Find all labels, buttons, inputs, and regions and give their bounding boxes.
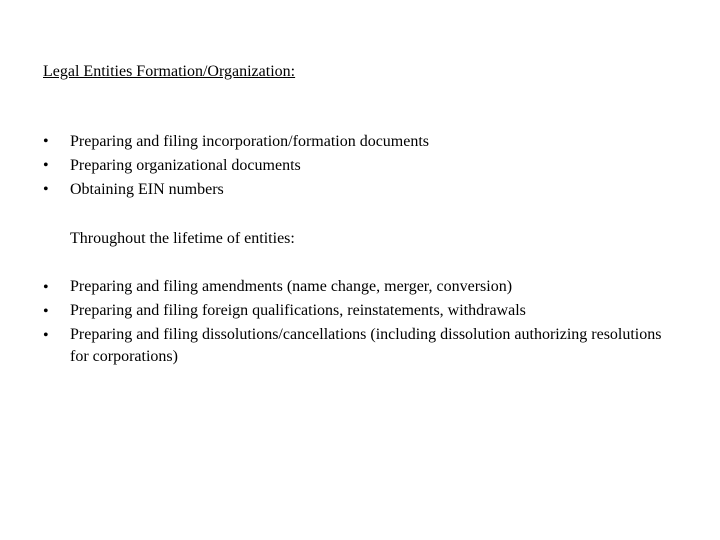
formation-list bbox=[43, 130, 683, 202]
bullet-icon: • bbox=[43, 133, 49, 150]
list-item-text: Obtaining EIN numbers bbox=[70, 181, 224, 198]
list-item-text: Preparing and filing amendments (name change, merger, conversion) bbox=[70, 278, 513, 295]
list-item bbox=[43, 130, 683, 154]
bullet-icon: • bbox=[43, 279, 49, 296]
list-item bbox=[43, 300, 683, 324]
slide-title: Legal Entities Formation/Organization: bbox=[43, 63, 296, 80]
list-item bbox=[43, 178, 683, 202]
bullet-icon: • bbox=[43, 327, 49, 344]
list-item-text: Preparing and filing incorporation/formation documents bbox=[70, 133, 430, 150]
lifetime-list bbox=[43, 276, 683, 368]
bullet-icon: • bbox=[43, 303, 49, 320]
list-item bbox=[43, 154, 683, 178]
bullet-icon: • bbox=[43, 181, 49, 198]
lifetime-heading: Throughout the lifetime of entities: bbox=[70, 230, 295, 247]
list-item-text: Preparing and filing foreign qualifications, reinstatements, withdrawals bbox=[70, 302, 526, 319]
list-item-text: Preparing and filing dissolutions/cancellations (including dissolution authorizing resolutions for corporations) bbox=[70, 326, 662, 365]
list-item-text: Preparing organizational documents bbox=[70, 157, 301, 174]
list-item bbox=[43, 276, 683, 300]
list-item bbox=[43, 324, 683, 368]
bullet-icon: • bbox=[43, 157, 49, 174]
